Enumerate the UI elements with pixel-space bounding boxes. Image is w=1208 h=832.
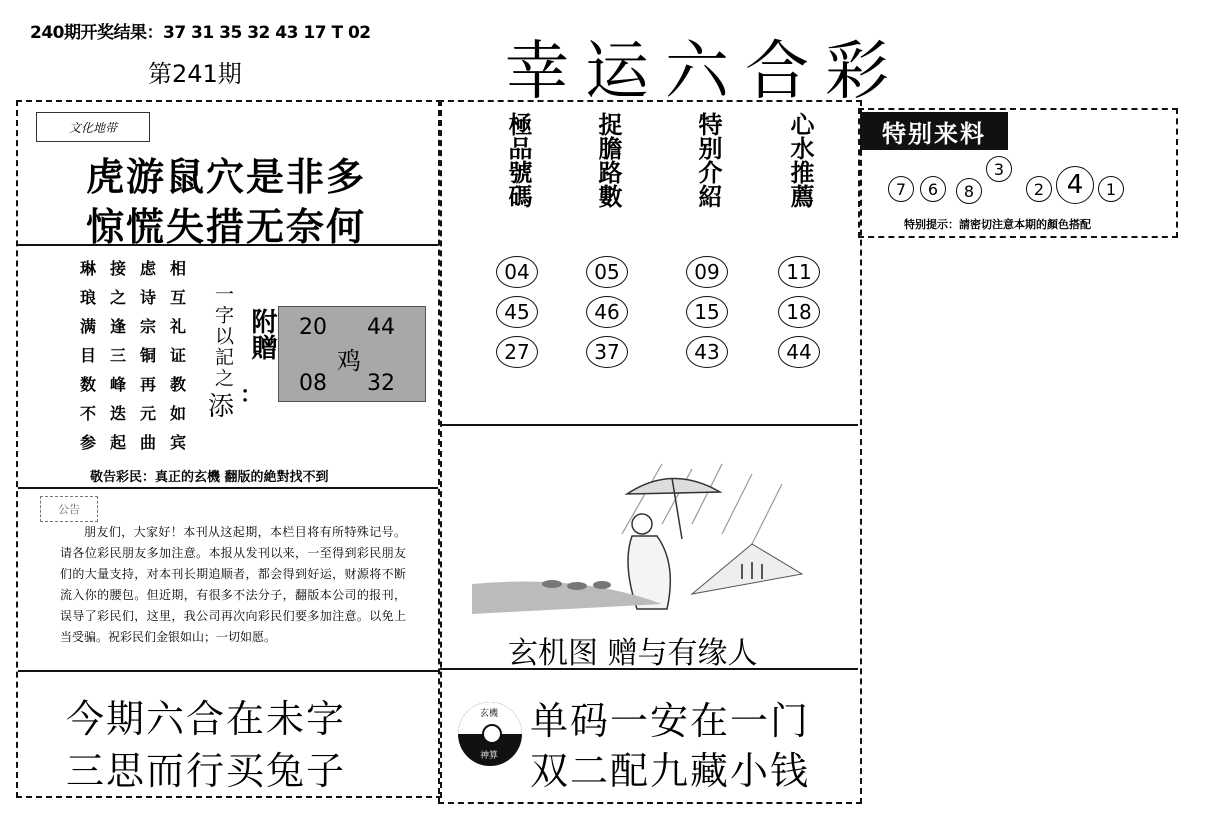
character-grid <box>80 256 208 459</box>
number-circle: 27 <box>496 336 538 368</box>
grid-row: 满逢宗礼 <box>80 317 201 336</box>
culture-tag-label: 文化地带 <box>68 120 117 135</box>
left-bottom-line-1: 今期六合在未字 <box>66 697 347 741</box>
notice-tag <box>40 496 98 522</box>
center-bottom-line-1: 单码一安在一门 <box>530 699 811 743</box>
number-circle: 44 <box>778 336 820 368</box>
bonus-animal: 鸡 <box>337 347 361 375</box>
special-number: 2 <box>1026 176 1052 202</box>
grid-row: 不迭元如 <box>80 404 201 423</box>
number-circle: 11 <box>778 256 820 288</box>
column-heading: 捉膽路數 <box>594 112 623 208</box>
page-title: 幸运六合彩 <box>505 35 905 109</box>
yin-yang-dot <box>482 724 502 744</box>
number-circle: 45 <box>496 296 538 328</box>
seal-text-top: 玄機 <box>480 709 499 719</box>
number-circle: 09 <box>686 256 728 288</box>
bonus-box <box>278 306 426 402</box>
special-number: 3 <box>986 156 1012 182</box>
special-tip: 特别提示：請密切注意本期的顏色搭配 <box>904 218 1091 231</box>
special-number: 8 <box>956 178 982 204</box>
special-number: 7 <box>888 176 914 202</box>
column-heading: 心水推薦 <box>786 112 815 208</box>
divider <box>18 670 438 672</box>
issue-number: 第241期 <box>148 60 242 88</box>
mystery-illustration <box>462 444 842 624</box>
number-circle: 04 <box>496 256 538 288</box>
special-number: 1 <box>1098 176 1124 202</box>
bonus-number: 44 <box>367 315 395 340</box>
warning-text: 敬告彩民：真正的玄機 翻版的絶對找不到 <box>90 470 329 485</box>
special-tag <box>860 112 1008 150</box>
poem-line-2: 惊慌失措无奈何 <box>86 204 367 249</box>
left-bottom-line-2: 三思而行买兔子 <box>66 749 347 793</box>
number-column <box>496 112 546 368</box>
number-column <box>778 112 828 368</box>
seal-text-bottom: 神算 <box>480 751 499 761</box>
yin-yang-seal <box>458 702 522 766</box>
bonus-number: 20 <box>299 315 327 340</box>
column-heading: 極品號碼 <box>504 112 533 208</box>
vertical-note: 一字以記之 <box>212 284 234 389</box>
bonus-colon: ： <box>240 383 263 408</box>
number-column <box>686 112 736 368</box>
special-tag-label: 特别来料 <box>882 119 986 148</box>
poem-line-1: 虎游鼠穴是非多 <box>86 154 367 199</box>
number-circle: 43 <box>686 336 728 368</box>
number-circle: 37 <box>586 336 628 368</box>
notice-tag-label: 公告 <box>58 503 80 516</box>
notice-text: 朋友们，大家好！本刊从这起期，本栏目将有所特殊记号。请各位彩民朋友多加注意。本报从发刊以来，一至得到彩民朋友们的大量支持，对本刊长期追顺者，都会得到好运，财源将不断流入你的腰包。但近期，有很多不法分子，翻版本公司的报刊，误导了彩民们，这里，我公司再次向彩民们要多加注意。以免上当受骗。祝彩民们金银如山；一切如愿。 <box>60 525 406 644</box>
illustration-caption: 玄机图 赠与有缘人 <box>508 636 758 671</box>
center-bottom-line-2: 双二配九藏小钱 <box>530 749 811 793</box>
grid-row: 参起曲宾 <box>80 433 201 452</box>
last-draw-result: 240期开奖结果：37 31 35 32 43 17 T 02 <box>30 23 371 43</box>
number-circle: 46 <box>586 296 628 328</box>
special-number: 6 <box>920 176 946 202</box>
number-circle: 05 <box>586 256 628 288</box>
special-number: 4 <box>1056 166 1094 204</box>
divider <box>440 424 858 426</box>
number-circle: 15 <box>686 296 728 328</box>
add-character: 添 <box>208 392 235 422</box>
number-column <box>586 112 636 368</box>
grid-row: 数峰再教 <box>80 375 201 394</box>
grid-row: 琅之诗互 <box>80 288 201 307</box>
bonus-number: 32 <box>367 371 395 396</box>
grid-row: 琳接虑相 <box>80 259 201 278</box>
grid-row: 目三铜证 <box>80 346 201 365</box>
culture-tag <box>36 112 150 142</box>
bonus-number: 08 <box>299 371 327 396</box>
bonus-label: 附贈 <box>247 308 277 360</box>
column-heading: 特别介紹 <box>694 112 723 208</box>
number-circle: 18 <box>778 296 820 328</box>
divider <box>18 487 438 489</box>
